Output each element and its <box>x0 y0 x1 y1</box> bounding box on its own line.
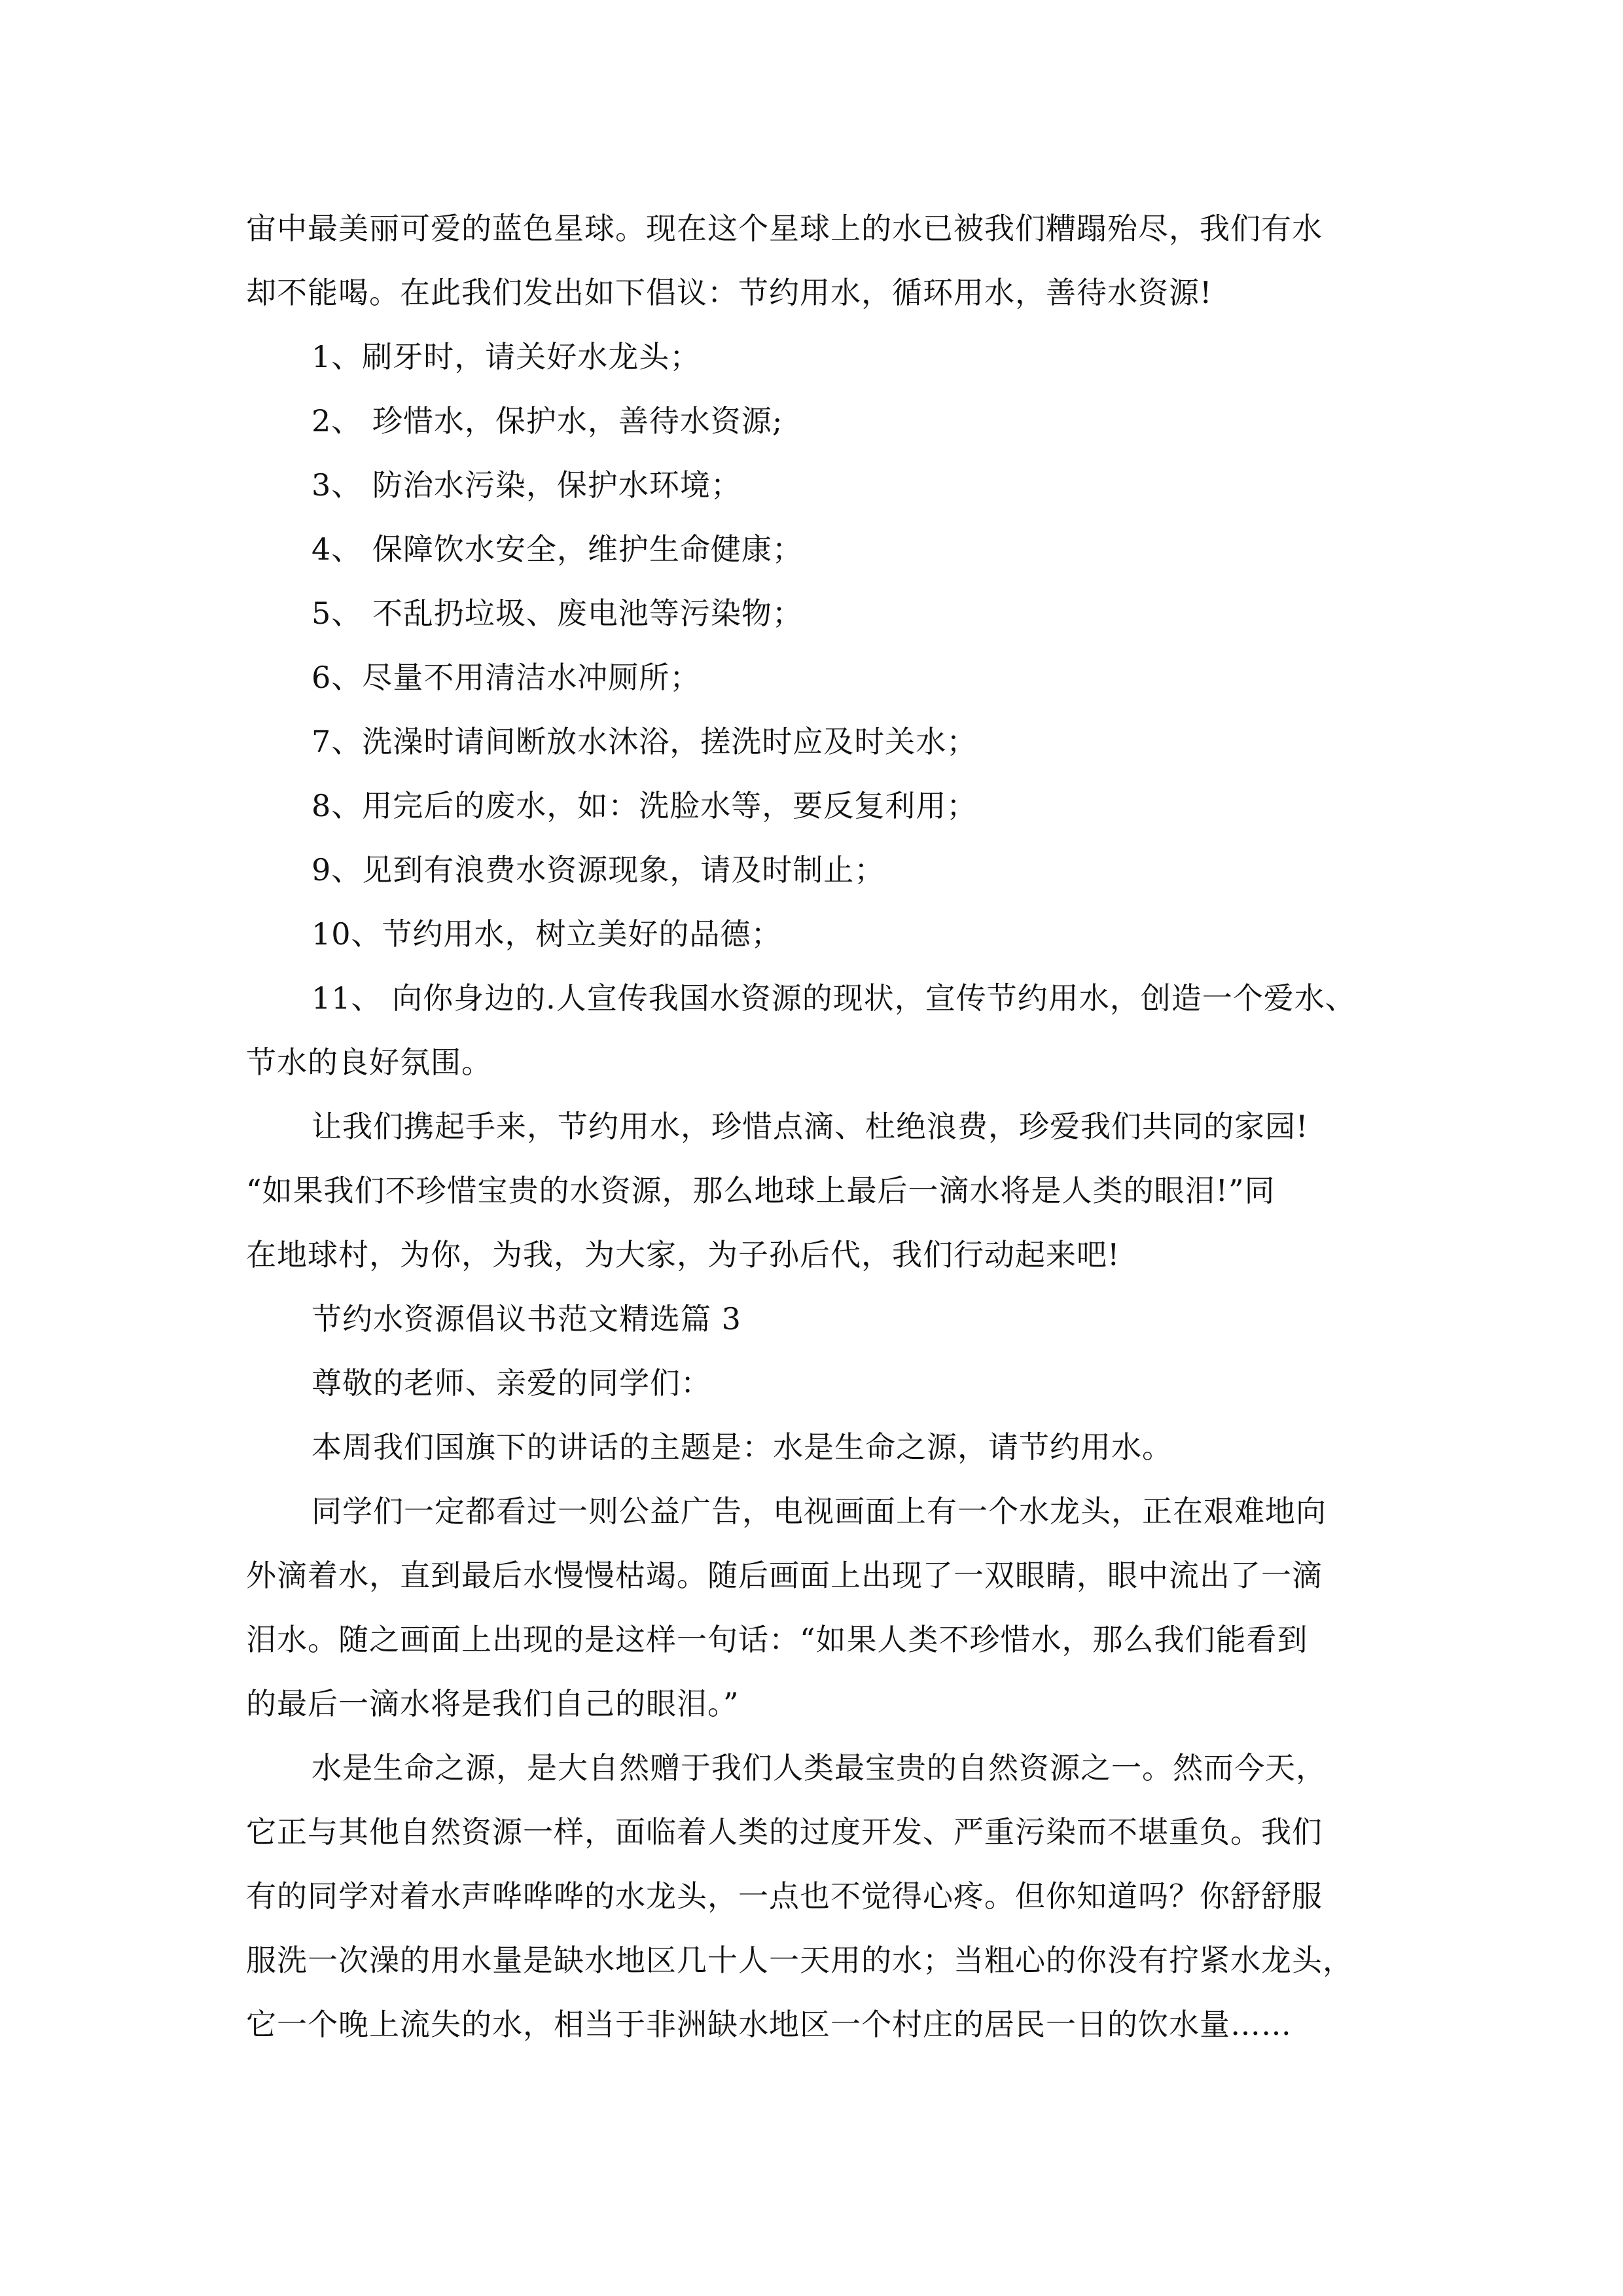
paragraph-start: 让我们携起手来，节约用水，珍惜点滴、杜绝浪费，珍爱我们共同的家园! <box>312 1109 1309 1144</box>
text-line: 的最后一滴水将是我们自己的眼泪。” <box>246 1686 740 1721</box>
list-item: 3、 防治水污染，保护水环境； <box>312 467 741 503</box>
text-line: 它正与其他自然资源一样，面临着人类的过度开发、严重污染而不堪重负。我们 <box>246 1814 1323 1850</box>
section-heading: 节约水资源倡议书范文精选篇 3 <box>312 1301 741 1336</box>
text-line: 泪水。随之画面上出现的是这样一句话：“如果人类不珍惜水，那么我们能看到 <box>246 1622 1308 1657</box>
paragraph-start: 水是生命之源，是大自然赠于我们人类最宝贵的自然资源之一。然而今天， <box>312 1750 1327 1785</box>
list-item: 9、见到有浪费水资源现象，请及时制止； <box>312 852 885 888</box>
text-line: 它一个晚上流失的水，相当于非洲缺水地区一个村庄的居民一日的饮水量…… <box>246 2007 1292 2042</box>
list-item: 5、 不乱扔垃圾、废电池等污染物； <box>312 596 803 631</box>
text-line: 却不能喝。在此我们发出如下倡议：节约用水，循环用水，善待水资源! <box>246 275 1213 310</box>
list-item: 4、 保障饮水安全，维护生命健康； <box>312 531 803 567</box>
list-item: 7、洗澡时请间断放水沐浴，搓洗时应及时关水； <box>312 724 978 759</box>
document-body <box>246 196 1385 2056</box>
text-line: 宙中最美丽可爱的蓝色星球。现在这个星球上的水已被我们糟蹋殆尽，我们有水 <box>246 211 1323 246</box>
list-item: 1、刷牙时，请关好水龙头； <box>312 339 701 374</box>
salutation: 尊敬的老师、亲爱的同学们： <box>312 1365 711 1401</box>
list-item: 2、 珍惜水，保护水，善待水资源; <box>312 403 783 439</box>
list-item: 11、 向你身边的.人宣传我国水资源的现状，宣传节约用水，创造一个爱水、 <box>312 980 1356 1016</box>
text-line: “如果我们不珍惜宝贵的水资源，那么地球上最后一滴水将是人类的眼泪!”同 <box>246 1173 1275 1208</box>
paragraph-start: 同学们一定都看过一则公益广告，电视画面上有一个水龙头，正在艰难地向 <box>312 1494 1327 1529</box>
text-line: 节水的良好氛围。 <box>246 1045 492 1080</box>
text-line: 外滴着水，直到最后水慢慢枯竭。随后画面上出现了一双眼睛，眼中流出了一滴 <box>246 1558 1323 1593</box>
list-item: 10、节约用水，树立美好的品德； <box>312 916 782 952</box>
text-line: 在地球村，为你，为我，为大家，为子孙后代，我们行动起来吧! <box>246 1237 1120 1272</box>
text-line: 有的同学对着水声哗哗哗的水龙头，一点也不觉得心疼。但你知道吗？你舒舒服 <box>246 1878 1323 1914</box>
list-item: 6、尽量不用清洁水冲厕所； <box>312 660 701 695</box>
text-line: 服洗一次澡的用水量是缺水地区几十人一天用的水；当粗心的你没有拧紧水龙头， <box>246 1943 1353 1978</box>
list-item: 8、用完后的废水，如：洗脸水等，要反复利用； <box>312 788 978 823</box>
paragraph-start: 本周我们国旗下的讲话的主题是：水是生命之源，请节约用水。 <box>312 1429 1173 1465</box>
